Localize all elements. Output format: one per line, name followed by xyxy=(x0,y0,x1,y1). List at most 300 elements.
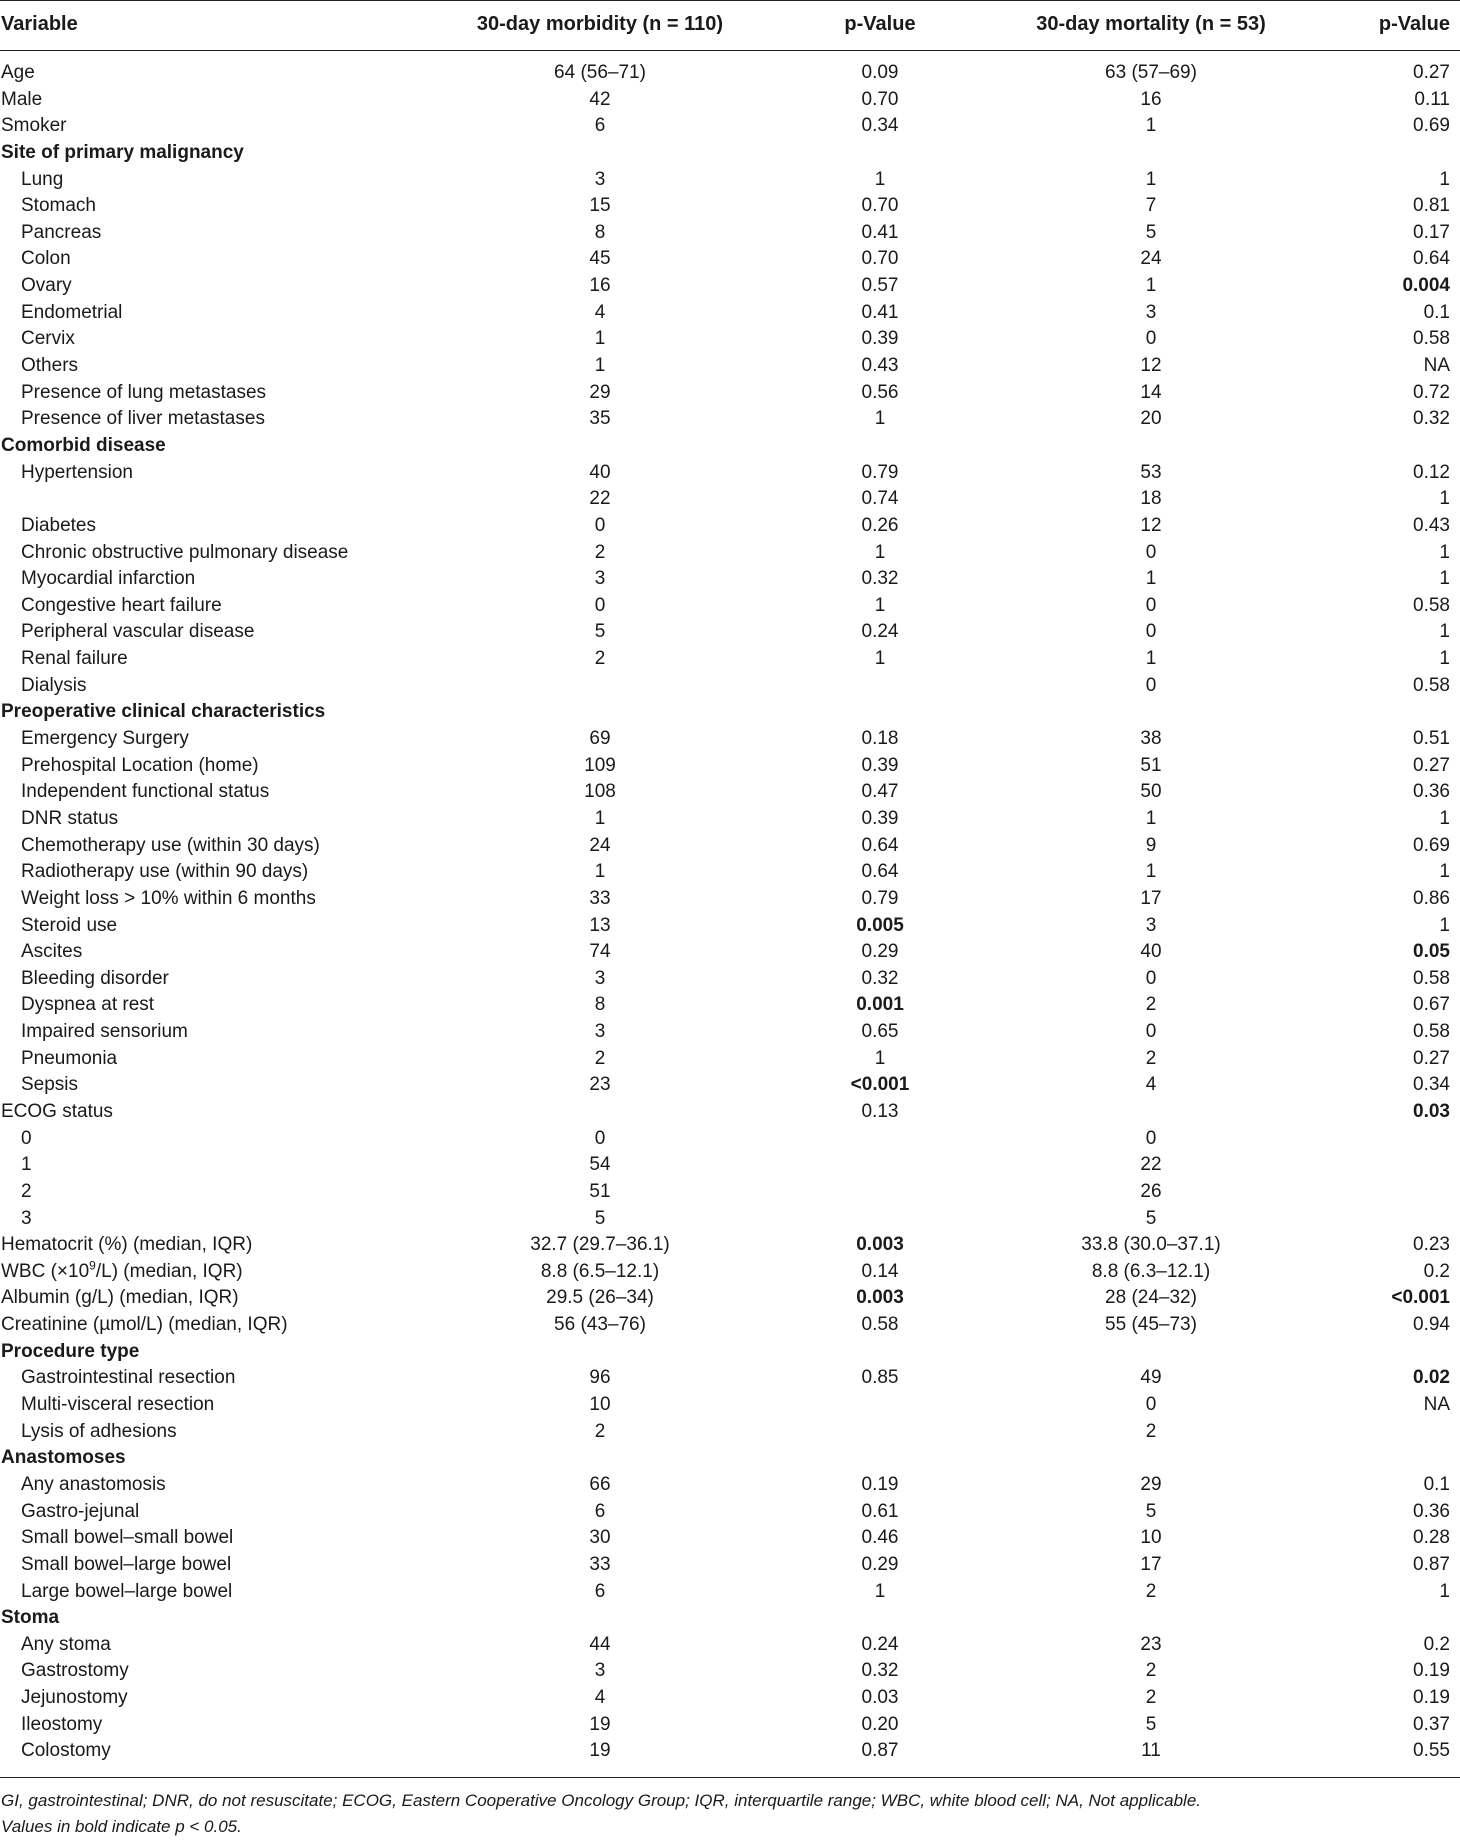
variable-label: Small bowel–small bowel xyxy=(21,1527,234,1549)
mortality-p-value: 1 xyxy=(1439,648,1450,670)
mortality-p-value: 0.72 xyxy=(1413,381,1450,403)
section-row xyxy=(0,433,1460,460)
table-row xyxy=(0,1099,1460,1126)
mortality-value: 49 xyxy=(1140,1367,1162,1389)
mortality-value: 28 (24–32) xyxy=(1105,1287,1197,1309)
morbidity-value: 54 xyxy=(589,1154,611,1176)
mortality-p-value: 0.27 xyxy=(1413,62,1450,83)
morbidity-p-value: 0.09 xyxy=(861,62,899,83)
footnote-abbreviations: GI, gastrointestinal; DNR, do not resuscitate; ECOG, Eastern Cooperative Oncology Group; IQR, interquartile range; WBC, white blood cell; NA, Not applicable. xyxy=(1,1791,1201,1810)
table-row xyxy=(0,300,1460,327)
morbidity-p-value: 0.14 xyxy=(861,1260,899,1282)
morbidity-value: 3 xyxy=(594,568,606,590)
mortality-p-value: 1 xyxy=(1439,621,1450,643)
variable-label: Any anastomosis xyxy=(21,1473,166,1495)
morbidity-value: 2 xyxy=(594,1420,606,1442)
table-row xyxy=(0,1232,1460,1259)
morbidity-value: 6 xyxy=(594,115,606,137)
morbidity-value: 35 xyxy=(589,408,611,430)
morbidity-value: 13 xyxy=(589,914,611,936)
morbidity-p-value: 0.70 xyxy=(861,195,899,217)
variable-label: Renal failure xyxy=(21,648,128,670)
morbidity-p-value: 0.41 xyxy=(861,221,899,243)
mortality-value: 0 xyxy=(1145,1127,1157,1149)
mortality-value: 0 xyxy=(1145,621,1157,643)
mortality-value: 9 xyxy=(1145,834,1157,856)
variable-label: ECOG status xyxy=(1,1100,113,1122)
morbidity-p-value: 0.13 xyxy=(861,1100,899,1122)
table-row xyxy=(0,380,1460,407)
section-row xyxy=(0,1445,1460,1472)
variable-label: Smoker xyxy=(1,115,67,137)
mortality-value: 1 xyxy=(1145,648,1157,670)
morbidity-value: 69 xyxy=(589,728,611,750)
mortality-value: 3 xyxy=(1145,914,1157,936)
morbidity-p-value: 0.34 xyxy=(861,115,899,137)
morbidity-p-value: 0.03 xyxy=(861,1687,899,1709)
morbidity-p-value: 0.47 xyxy=(861,781,899,803)
variable-label: 3 xyxy=(21,1207,32,1229)
morbidity-value: 15 xyxy=(589,195,611,217)
morbidity-value: 3 xyxy=(594,1660,606,1682)
table-row xyxy=(0,779,1460,806)
variable-label: Diabetes xyxy=(21,514,96,536)
morbidity-p-value: 0.61 xyxy=(861,1500,899,1522)
morbidity-value: 0 xyxy=(594,514,606,536)
variable-label: Congestive heart failure xyxy=(21,594,222,616)
morbidity-value: 29.5 (26–34) xyxy=(546,1287,654,1309)
morbidity-p-value: 0.32 xyxy=(861,967,899,989)
morbidity-value: 8.8 (6.5–12.1) xyxy=(540,1260,660,1282)
variable-label: Presence of liver metastases xyxy=(21,408,265,430)
mortality-value: 40 xyxy=(1140,941,1162,963)
mortality-p-value: 1 xyxy=(1439,861,1450,883)
mortality-p-value: 1 xyxy=(1439,807,1450,829)
table-row xyxy=(0,60,1460,87)
table-row xyxy=(0,753,1460,780)
mortality-p-value: 0.11 xyxy=(1414,88,1450,110)
mortality-p-value: 0.23 xyxy=(1413,1234,1450,1256)
mortality-value: 1 xyxy=(1145,115,1157,137)
morbidity-p-value: 1 xyxy=(874,408,886,430)
morbidity-value: 2 xyxy=(594,1047,606,1069)
table-row xyxy=(0,486,1460,513)
morbidity-p-value: 0.003 xyxy=(856,1287,904,1309)
morbidity-value: 23 xyxy=(589,1074,611,1096)
table-row xyxy=(0,1738,1460,1765)
table-row xyxy=(0,1206,1460,1233)
variable-label: Pneumonia xyxy=(21,1047,118,1069)
mortality-value: 0 xyxy=(1145,328,1157,350)
table-row xyxy=(0,220,1460,247)
table-row xyxy=(0,593,1460,620)
table-row xyxy=(0,859,1460,886)
morbidity-value: 64 (56–71) xyxy=(554,62,646,83)
mortality-p-value: 0.37 xyxy=(1413,1713,1450,1735)
mortality-value: 1 xyxy=(1145,807,1157,829)
variable-label: Weight loss > 10% within 6 months xyxy=(21,887,316,909)
variable-label: Radiotherapy use (within 90 days) xyxy=(21,861,309,883)
table-row xyxy=(0,273,1460,300)
mortality-value: 18 xyxy=(1140,488,1162,510)
mortality-value: 0 xyxy=(1145,1021,1157,1043)
mortality-p-value: 0.55 xyxy=(1413,1740,1450,1762)
mortality-p-value: 0.58 xyxy=(1413,594,1450,616)
mortality-value: 26 xyxy=(1140,1180,1162,1202)
variable-label: Hematocrit (%) (median, IQR) xyxy=(1,1234,253,1256)
mortality-value: 38 xyxy=(1140,728,1162,750)
table-row xyxy=(0,460,1460,487)
section-label: Site of primary malignancy xyxy=(1,141,244,163)
table-row xyxy=(0,1685,1460,1712)
mortality-value: 0 xyxy=(1145,967,1157,989)
morbidity-p-value: <0.001 xyxy=(850,1074,910,1096)
table-row xyxy=(0,1046,1460,1073)
mortality-p-value: 1 xyxy=(1439,168,1450,190)
mortality-value: 7 xyxy=(1145,195,1157,217)
mortality-p-value: NA xyxy=(1423,355,1450,377)
table-row xyxy=(0,1579,1460,1606)
mortality-p-value: 0.69 xyxy=(1413,115,1450,137)
mortality-value: 0 xyxy=(1145,674,1157,696)
morbidity-p-value: 1 xyxy=(874,1580,886,1602)
variable-label: Any stoma xyxy=(21,1633,111,1655)
variable-label: Small bowel–large bowel xyxy=(21,1553,232,1575)
variable-label: Gastrointestinal resection xyxy=(21,1367,236,1389)
morbidity-value: 96 xyxy=(589,1367,611,1389)
footnote-bold-note: Values in bold indicate p < 0.05. xyxy=(1,1817,242,1836)
morbidity-p-value: 0.70 xyxy=(861,248,899,270)
morbidity-p-value: 0.65 xyxy=(861,1021,899,1043)
header-p-value-mortality: p-Value xyxy=(1378,13,1450,35)
morbidity-value: 5 xyxy=(594,1207,606,1229)
morbidity-p-value: 0.64 xyxy=(861,861,899,883)
mortality-value: 1 xyxy=(1145,568,1157,590)
mortality-value: 2 xyxy=(1145,1580,1157,1602)
mortality-value: 12 xyxy=(1140,514,1162,536)
table-row xyxy=(0,326,1460,353)
mortality-value: 5 xyxy=(1145,221,1157,243)
variable-label: Chemotherapy use (within 30 days) xyxy=(21,834,320,856)
table-row xyxy=(0,1152,1460,1179)
morbidity-p-value: 0.32 xyxy=(861,568,899,590)
morbidity-value: 51 xyxy=(589,1180,611,1202)
table-row xyxy=(0,1126,1460,1153)
variable-label: Chronic obstructive pulmonary disease xyxy=(21,541,349,563)
morbidity-value: 10 xyxy=(589,1394,611,1416)
mortality-value: 1 xyxy=(1145,275,1157,297)
mortality-value: 10 xyxy=(1140,1527,1162,1549)
morbidity-value: 0 xyxy=(594,594,606,616)
morbidity-value: 74 xyxy=(589,941,611,963)
morbidity-value: 40 xyxy=(589,461,611,483)
table-row xyxy=(0,513,1460,540)
mortality-value: 33.8 (30.0–37.1) xyxy=(1081,1234,1221,1256)
morbidity-p-value: 0.26 xyxy=(861,514,899,536)
table-row xyxy=(0,566,1460,593)
mortality-p-value: 0.1 xyxy=(1423,301,1450,323)
morbidity-value: 4 xyxy=(594,301,606,323)
morbidity-value: 19 xyxy=(589,1713,611,1735)
morbidity-p-value: 0.24 xyxy=(861,621,899,643)
morbidity-value: 1 xyxy=(594,355,606,377)
morbidity-value: 29 xyxy=(589,381,611,403)
mortality-p-value: 0.2 xyxy=(1423,1260,1450,1282)
mortality-value: 23 xyxy=(1140,1633,1162,1655)
mortality-value: 17 xyxy=(1140,887,1162,909)
mortality-p-value: 0.69 xyxy=(1413,834,1450,856)
variable-label: Dialysis xyxy=(21,674,87,696)
mortality-p-value: 0.36 xyxy=(1413,781,1450,803)
morbidity-value: 32.7 (29.7–36.1) xyxy=(530,1234,670,1256)
variable-label: Male xyxy=(1,88,43,110)
morbidity-p-value: 0.58 xyxy=(861,1314,899,1336)
section-row xyxy=(0,140,1460,167)
morbidity-value: 22 xyxy=(589,488,611,510)
morbidity-p-value: 0.18 xyxy=(861,728,899,750)
morbidity-p-value: 0.70 xyxy=(861,88,899,110)
header-mortality: 30-day mortality (n = 53) xyxy=(1036,13,1266,35)
morbidity-p-value: 0.43 xyxy=(861,355,899,377)
variable-label: 0 xyxy=(21,1127,32,1149)
section-label: Preoperative clinical characteristics xyxy=(1,701,326,723)
mortality-value: 0 xyxy=(1145,1394,1157,1416)
mortality-p-value: 0.19 xyxy=(1413,1687,1450,1709)
morbidity-value: 45 xyxy=(589,248,611,270)
table-row xyxy=(0,1419,1460,1446)
table-row xyxy=(0,1552,1460,1579)
mortality-p-value: 0.58 xyxy=(1413,328,1450,350)
table-row xyxy=(0,833,1460,860)
morbidity-value: 66 xyxy=(589,1473,611,1495)
mortality-value: 1 xyxy=(1145,861,1157,883)
table-row xyxy=(0,1179,1460,1206)
variable-label: Gastro-jejunal xyxy=(21,1500,140,1522)
morbidity-value: 3 xyxy=(594,1021,606,1043)
variable-label: Impaired sensorium xyxy=(21,1021,188,1043)
variable-label: Independent functional status xyxy=(21,781,270,803)
variable-label: Myocardial infarction xyxy=(21,568,196,590)
table-row xyxy=(0,1658,1460,1685)
variable-label: Pancreas xyxy=(21,221,102,243)
variable-label: Endometrial xyxy=(21,301,123,323)
mortality-p-value: 0.36 xyxy=(1413,1500,1450,1522)
morbidity-p-value: 1 xyxy=(874,648,886,670)
mortality-p-value: 0.27 xyxy=(1413,1047,1450,1069)
table-footnotes xyxy=(0,1788,1460,1840)
morbidity-p-value: 0.46 xyxy=(861,1527,899,1549)
morbidity-p-value: 0.79 xyxy=(861,887,899,909)
table-row xyxy=(0,1632,1460,1659)
morbidity-p-value: 1 xyxy=(874,1047,886,1069)
morbidity-value: 24 xyxy=(589,834,611,856)
section-label: Anastomoses xyxy=(1,1447,126,1469)
variable-label: Stomach xyxy=(21,195,96,217)
table-row xyxy=(0,619,1460,646)
mortality-p-value: 0.03 xyxy=(1413,1100,1450,1122)
mortality-p-value: 0.64 xyxy=(1413,248,1450,270)
morbidity-value: 3 xyxy=(594,168,606,190)
mortality-p-value: 0.67 xyxy=(1413,994,1450,1016)
variable-label: Prehospital Location (home) xyxy=(21,754,259,776)
morbidity-value: 8 xyxy=(594,221,606,243)
morbidity-p-value: 0.005 xyxy=(856,914,904,936)
morbidity-p-value: 0.87 xyxy=(861,1740,899,1762)
morbidity-value: 0 xyxy=(594,1127,606,1149)
variable-label: Sepsis xyxy=(21,1074,79,1096)
variable-label: Others xyxy=(21,355,79,377)
mortality-p-value: 0.32 xyxy=(1413,408,1450,430)
variable-label: Presence of lung metastases xyxy=(21,381,267,403)
mortality-p-value: 0.28 xyxy=(1413,1527,1450,1549)
morbidity-value: 42 xyxy=(589,88,611,110)
table-row xyxy=(0,246,1460,273)
table-row xyxy=(0,167,1460,194)
table-row xyxy=(0,1285,1460,1312)
variable-label: Dyspnea at rest xyxy=(21,994,155,1016)
mortality-p-value: 0.19 xyxy=(1413,1660,1450,1682)
mortality-value: 12 xyxy=(1140,355,1162,377)
table-row xyxy=(0,966,1460,993)
mortality-p-value: 0.05 xyxy=(1413,941,1450,963)
morbidity-value: 6 xyxy=(594,1500,606,1522)
variable-label: Colostomy xyxy=(21,1740,111,1762)
mortality-value: 50 xyxy=(1140,781,1162,803)
section-row xyxy=(0,1605,1460,1632)
table-row xyxy=(0,1525,1460,1552)
variable-label: Bleeding disorder xyxy=(21,967,169,989)
mortality-p-value: 1 xyxy=(1439,914,1450,936)
mortality-p-value: 0.86 xyxy=(1413,887,1450,909)
table-row xyxy=(0,540,1460,567)
variable-label: Albumin (g/L) (median, IQR) xyxy=(1,1287,239,1309)
variable-label: Large bowel–large bowel xyxy=(21,1580,233,1602)
morbidity-p-value: 0.003 xyxy=(856,1234,904,1256)
variable-label: Peripheral vascular disease xyxy=(21,621,255,643)
variable-label: 1 xyxy=(21,1154,32,1176)
mortality-value: 20 xyxy=(1140,408,1162,430)
variable-label: Age xyxy=(1,62,35,83)
mortality-p-value: NA xyxy=(1423,1394,1450,1416)
mortality-p-value: 0.17 xyxy=(1413,221,1450,243)
table-header xyxy=(0,0,1460,51)
morbidity-value: 109 xyxy=(584,754,616,776)
mortality-value: 2 xyxy=(1145,1047,1157,1069)
variable-label: DNR status xyxy=(21,807,119,829)
mortality-value: 5 xyxy=(1145,1500,1157,1522)
mortality-value: 55 (45–73) xyxy=(1105,1314,1197,1336)
mortality-value: 5 xyxy=(1145,1207,1157,1229)
section-row xyxy=(0,1339,1460,1366)
table-row xyxy=(0,646,1460,673)
table-row xyxy=(0,113,1460,140)
header-variable: Variable xyxy=(1,13,78,35)
table-row xyxy=(0,87,1460,114)
mortality-value: 3 xyxy=(1145,301,1157,323)
morbidity-p-value: 0.39 xyxy=(861,754,899,776)
mortality-p-value: <0.001 xyxy=(1391,1287,1450,1309)
table-row xyxy=(0,806,1460,833)
morbidity-value: 6 xyxy=(594,1580,606,1602)
mortality-p-value: 0.2 xyxy=(1423,1633,1450,1655)
mortality-value: 2 xyxy=(1145,1420,1157,1442)
morbidity-value: 5 xyxy=(594,621,606,643)
variable-label: 2 xyxy=(21,1180,32,1202)
morbidity-p-value: 0.56 xyxy=(861,381,899,403)
table-row xyxy=(0,913,1460,940)
morbidity-p-value: 0.39 xyxy=(861,328,899,350)
mortality-value: 8.8 (6.3–12.1) xyxy=(1091,1260,1211,1282)
morbidity-value: 108 xyxy=(584,781,616,803)
mortality-p-value: 0.94 xyxy=(1413,1314,1450,1336)
mortality-p-value: 0.58 xyxy=(1413,1021,1450,1043)
morbidity-p-value: 1 xyxy=(874,541,886,563)
mortality-value: 11 xyxy=(1141,1740,1161,1762)
morbidity-value: 33 xyxy=(589,887,611,909)
mortality-value: 5 xyxy=(1145,1713,1157,1735)
header-p-value-morbidity: p-Value xyxy=(844,13,916,35)
table-row xyxy=(0,1712,1460,1739)
mortality-value: 51 xyxy=(1140,754,1162,776)
mortality-p-value: 0.27 xyxy=(1413,754,1450,776)
table-row xyxy=(0,193,1460,220)
morbidity-value: 30 xyxy=(589,1527,611,1549)
table-body xyxy=(0,51,1460,1778)
table-row xyxy=(0,1472,1460,1499)
morbidity-p-value: 0.24 xyxy=(861,1633,899,1655)
morbidity-p-value: 0.79 xyxy=(861,461,899,483)
morbidity-p-value: 0.39 xyxy=(861,807,899,829)
morbidity-p-value: 0.20 xyxy=(861,1713,899,1735)
mortality-value: 29 xyxy=(1140,1473,1162,1495)
variable-label: Ascites xyxy=(21,941,83,963)
variable-label: Ileostomy xyxy=(21,1713,103,1735)
morbidity-value: 2 xyxy=(594,541,606,563)
section-row xyxy=(0,699,1460,726)
mortality-value: 24 xyxy=(1140,248,1162,270)
table-row xyxy=(0,1312,1460,1339)
mortality-p-value: 0.02 xyxy=(1413,1367,1450,1389)
morbidity-p-value: 1 xyxy=(874,168,886,190)
mortality-value: 63 (57–69) xyxy=(1105,62,1197,83)
mortality-value: 2 xyxy=(1145,1660,1157,1682)
mortality-value: 22 xyxy=(1140,1154,1162,1176)
mortality-p-value: 0.87 xyxy=(1413,1553,1450,1575)
morbidity-value: 1 xyxy=(594,861,606,883)
mortality-value: 1 xyxy=(1145,168,1157,190)
mortality-p-value: 0.51 xyxy=(1413,728,1450,750)
mortality-p-value: 0.58 xyxy=(1413,674,1450,696)
mortality-p-value: 0.1 xyxy=(1423,1473,1450,1495)
mortality-p-value: 0.34 xyxy=(1413,1074,1450,1096)
variable-label: Emergency Surgery xyxy=(21,728,189,750)
morbidity-value: 4 xyxy=(594,1687,606,1709)
mortality-p-value: 1 xyxy=(1439,488,1450,510)
header-morbidity: 30-day morbidity (n = 110) xyxy=(476,13,724,35)
morbidity-value: 8 xyxy=(594,994,606,1016)
morbidity-p-value: 0.85 xyxy=(861,1367,899,1389)
mortality-p-value: 0.12 xyxy=(1413,461,1450,483)
mortality-value: 17 xyxy=(1140,1553,1162,1575)
section-label: Procedure type xyxy=(1,1340,140,1362)
table-row xyxy=(0,726,1460,753)
variable-label: Hypertension xyxy=(21,461,133,483)
table-row xyxy=(0,673,1460,700)
mortality-value: 0 xyxy=(1145,541,1157,563)
morbidity-p-value: 0.19 xyxy=(861,1473,899,1495)
section-label: Comorbid disease xyxy=(1,434,166,456)
morbidity-p-value: 0.74 xyxy=(861,488,899,510)
